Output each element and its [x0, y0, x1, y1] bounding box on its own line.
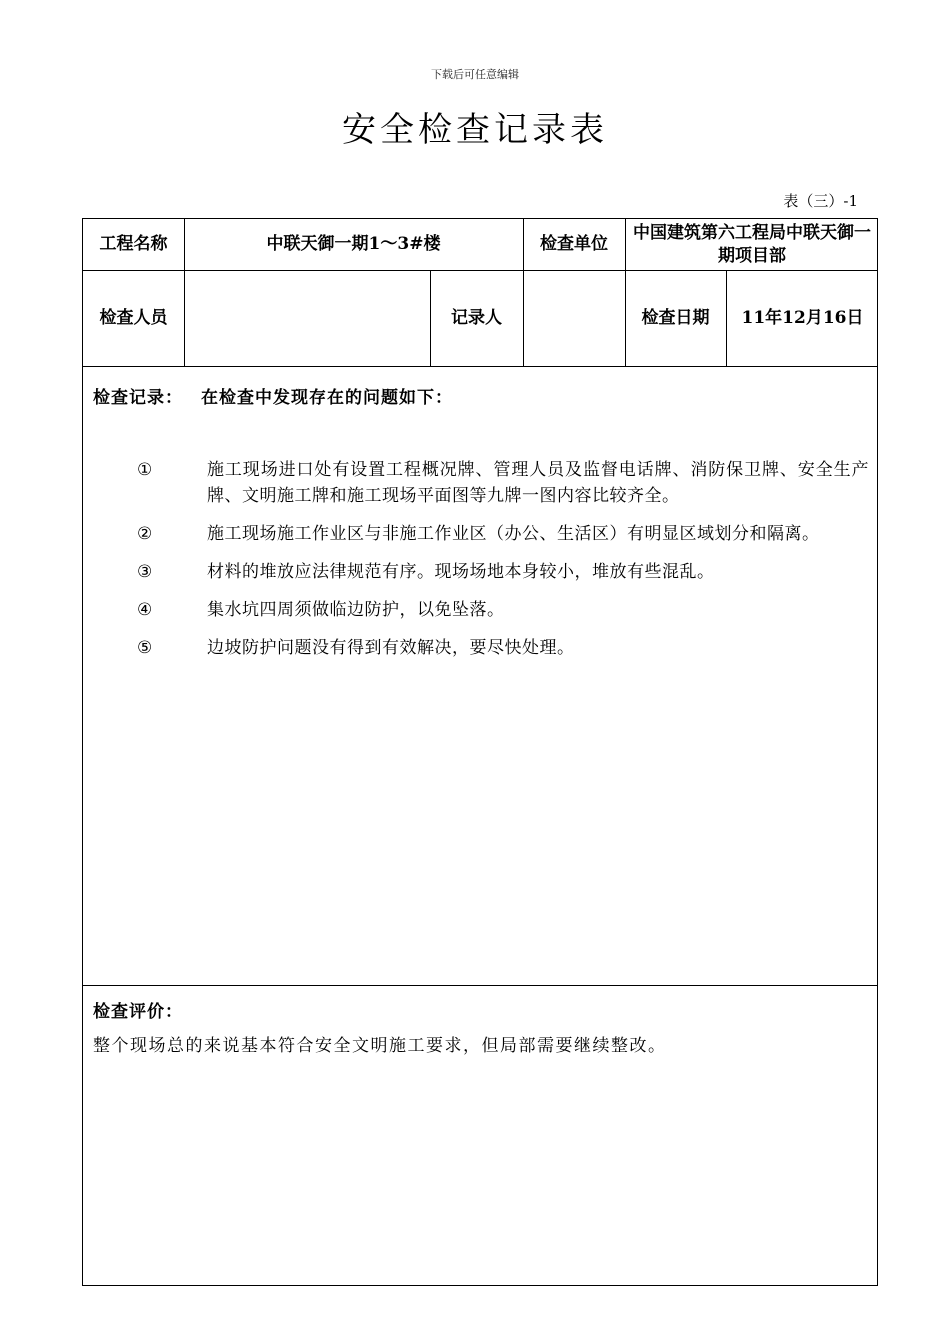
page-title: 安全检查记录表 [342, 110, 608, 150]
item-number: ② [137, 524, 153, 544]
issue-list [123, 457, 869, 673]
list-item [123, 457, 869, 509]
inspection-date-value: 11年12月16日 [741, 307, 864, 328]
evaluation-label: 检查评价： [93, 1002, 183, 1022]
row-divider-2 [83, 366, 877, 367]
inspection-unit-label: 检查单位 [540, 234, 608, 255]
item-number: ④ [137, 600, 153, 620]
item-number: ① [137, 460, 153, 480]
item-number: ③ [137, 562, 153, 582]
item-number: ⑤ [137, 638, 153, 658]
inspection-form-table [82, 218, 878, 1286]
list-item [123, 521, 869, 547]
list-item [123, 559, 869, 585]
form-number: 表（三）-1 [783, 192, 858, 210]
item-text: 施工现场进口处有设置工程概况牌、管理人员及监督电话牌、消防保卫牌、安全生产牌、文明施工牌和施工现场平面图等九牌一图内容比较齐全。 [207, 460, 869, 506]
record-label: 检查记录： [93, 388, 183, 408]
recorder-label: 记录人 [451, 307, 502, 328]
inspection-unit-value: 中国建筑第六工程局中联天御一期项目部 [633, 222, 871, 266]
record-intro: 在检查中发现存在的问题如下： [201, 388, 453, 408]
project-name-label: 工程名称 [99, 234, 168, 255]
inspection-date-label: 检查日期 [641, 307, 710, 328]
item-text: 材料的堆放应法律规范有序。现场场地本身较小，堆放有些混乱。 [207, 562, 715, 582]
inspector-label: 检查人员 [99, 307, 168, 328]
evaluation-text: 整个现场总的来说基本符合安全文明施工要求，但局部需要继续整改。 [93, 1036, 667, 1056]
recorder-value [523, 270, 625, 366]
list-item [123, 597, 869, 623]
project-name-value: 中联天御一期1～3#楼 [266, 234, 441, 255]
list-item [123, 635, 869, 661]
inspector-value [184, 270, 430, 366]
header-note: 下载后可任意编辑 [431, 68, 519, 81]
item-text: 施工现场施工作业区与非施工作业区（办公、生活区）有明显区域划分和隔离。 [207, 524, 820, 544]
item-text: 边坡防护问题没有得到有效解决，要尽快处理。 [207, 638, 575, 658]
row-divider-3 [83, 985, 877, 986]
item-text: 集水坑四周须做临边防护，以免坠落。 [207, 600, 505, 620]
